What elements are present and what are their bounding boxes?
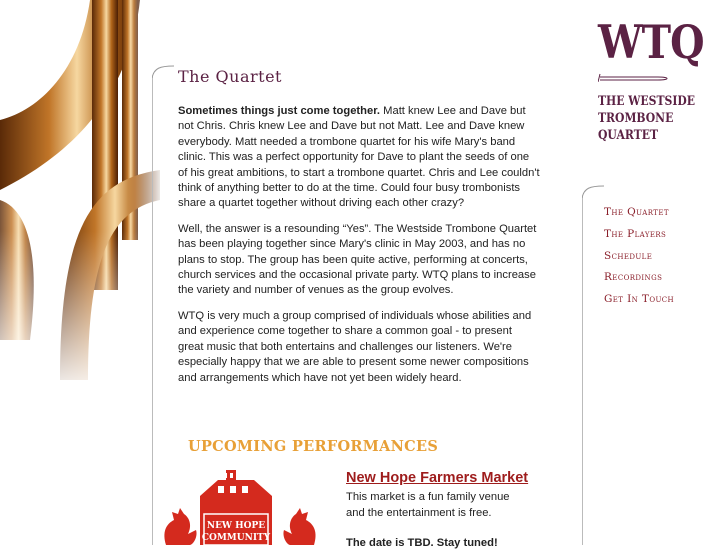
market-logo-line1: NEW HOPE: [206, 521, 266, 531]
upcoming-performances-heading: UPCOMING PERFORMANCES: [188, 438, 439, 455]
farmers-market-logo: [160, 466, 320, 545]
page-title: The Quartet: [178, 67, 282, 86]
logo-line-1: THE WESTSIDE: [598, 94, 696, 109]
nav-rule-hook: [582, 184, 604, 198]
event-title-link[interactable]: New Hope Farmers Market: [346, 470, 529, 486]
logo-abbreviation: WTQ: [598, 15, 704, 69]
nav-item-recordings[interactable]: Recordings: [604, 271, 663, 284]
nav-item-schedule[interactable]: Schedule: [604, 249, 653, 262]
logo-line-3: QUARTET: [598, 128, 659, 143]
nav-item-the-quartet[interactable]: The Quartet: [604, 206, 669, 218]
event-desc-line-1: This market is a fun family venue: [346, 491, 510, 503]
main-content: [178, 104, 540, 396]
event-date: The date is TBD. Stay tuned!: [346, 537, 498, 549]
market-logo-line2: COMMUNITY: [201, 533, 271, 543]
title-rule-hook: [152, 64, 174, 78]
wtq-logo[interactable]: [598, 15, 704, 144]
mission-paragraph: WTQ is very much a group comprised of individuals whose abilities and and experience come together to share a common goal - to present great music that both entertains and challenges our listeners. We're especially happy that we are able to present some newer compositions and arrangements which have not yet been widely heard.: [178, 309, 532, 384]
logo-line-2: TROMBONE: [598, 111, 674, 126]
main-nav: [604, 202, 674, 311]
trombone-bell-image: [0, 0, 160, 420]
intro-lead: Sometimes things just come together.: [178, 105, 381, 117]
content-left-rule: [152, 76, 153, 545]
event-desc-line-2: and the entertainment is free.: [346, 507, 492, 519]
intro-text: Matt knew Lee and Dave but not Chris. Chris knew Lee and Dave but not Matt. Lee and Dave knew everybody. Matt needed a trombone quartet for his wife Mary's band clinic. This was a perfect opportunity for Dave to plant the seeds of one of his great ambitions, to start a trombone quartet. Chris and Lee couldn't think of anything better to do at the time. Could four busy trombonists share a quartet together without driving each other crazy?: [178, 105, 540, 210]
nav-left-rule: [582, 196, 583, 545]
nav-item-get-in-touch[interactable]: Get In Touch: [604, 293, 675, 306]
event-description: [346, 489, 546, 521]
nav-item-the-players[interactable]: The Players: [604, 227, 667, 240]
intro-paragraph: [178, 104, 540, 212]
history-paragraph: Well, the answer is a resounding “Yes”. The Westside Trombone Quartet has been playing together since Mary's clinic in May 2003, and has no plans to stop. The group has been quite active, performing at concerts, church services and the occasional private party. WTQ plans to increase the variety and number of venues as the group evolves.: [178, 222, 537, 297]
trombone-slide-icon: [598, 72, 676, 82]
